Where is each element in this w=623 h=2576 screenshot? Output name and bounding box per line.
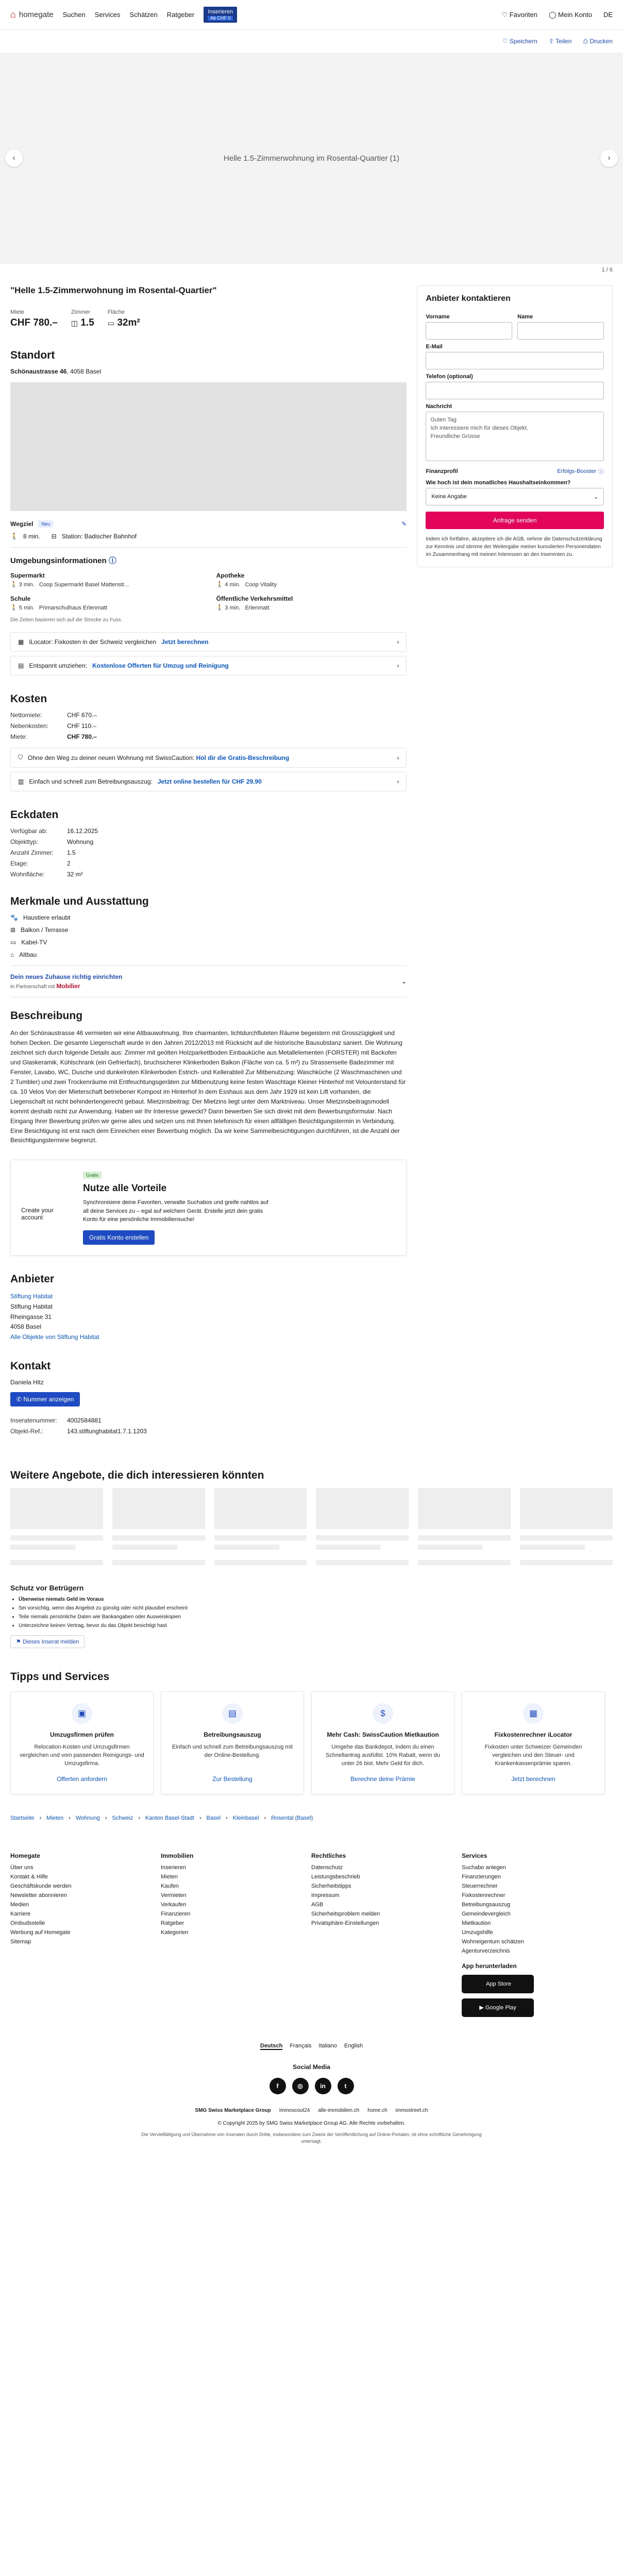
document-icon: ▥: [18, 778, 24, 785]
cost-row: Nettomiete: CHF 670.–: [10, 711, 97, 719]
listing-title: "Helle 1.5-Zimmerwohnung im Rosental-Quartier": [10, 285, 217, 295]
commute-detail: 🚶 8 min. ⊟ Station: Badischer Bahnhof: [10, 533, 137, 540]
play-icon: ▶: [479, 2005, 484, 2011]
social-heading: Social Media: [293, 2063, 330, 2071]
contact-row: Objekt-Ref.: 143.stiftunghabitat1.7.1.1203: [10, 1427, 147, 1435]
gallery-prev-icon[interactable]: ‹: [5, 149, 23, 167]
walk-icon: 🚶: [10, 605, 18, 611]
footer: [0, 1852, 623, 2017]
instagram-icon[interactable]: ◎: [292, 2078, 309, 2094]
breadcrumb: Startseite › Mieten › Wohnung › Schweiz › Kanton Basel-Stadt › Basel › Kleinbasel › Rosental (Basel): [10, 1815, 313, 1821]
image-gallery[interactable]: [0, 53, 623, 264]
chevron-right-icon: ›: [397, 638, 399, 646]
tv-icon: ▭: [10, 939, 16, 946]
tip-card: $ Mehr Cash: SwissCaution Mietkaution Umgehe das Bankdepot, indem du einen Schnellantrag ausfüllst. 10% Rabatt, wenn du unter 26 bist. Mehr Geld für dich. Berechne deine Prämie: [311, 1691, 454, 1794]
chevron-right-icon: ›: [397, 662, 399, 669]
listing-card-placeholder[interactable]: [214, 1488, 307, 1565]
detail-row: Verfügbar ab: 16.12.2025: [10, 827, 98, 835]
detail-row: Anzahl Zimmer: 1.5: [10, 849, 76, 856]
provider-link[interactable]: Stiftung Habitat: [10, 1292, 53, 1300]
send-request-button[interactable]: Anfrage senden: [426, 512, 604, 529]
all-objects-link[interactable]: Alle Objekte von Stiftung Habitat: [10, 1333, 99, 1341]
consent-text: Indem ich fortfahre, akzeptiere ich die AGB, nehme die Datenschutzerklärung zur Kenntnis und stimme der Weitergabe meiner kumulierten Personendaten im Zusammenhang mit meinen Interessen an den Inserenten zu.: [426, 536, 602, 557]
logo[interactable]: ⌂ homegate: [10, 9, 54, 20]
email-input[interactable]: [426, 352, 604, 369]
features-heading: Merkmale und Ausstattung: [10, 895, 149, 907]
poi-pharmacy: Apotheke 🚶 4 min. Coop Vitality: [216, 572, 277, 588]
description-text: An der Schönaustrasse 46 vermieten wir eine Altbauwohnung. Ihre charmanten, lichtdurchfluteten Räume begeistern mit Grosszügigkeit und hohen Decken. Die gesamte Liegenschaft wurde in den Jahren 2012/2013 mit Rücksicht auf die historische Bausubstanz saniert. Die Wohnung zeichnet sich durch folgende Details aus: Zimmer mit geölten Holzparkettboden Einbauküche aus Metallelementen (FORSTER) mit Backofen und Glaskeramik, Kühlschrank (ein Gefrierfach), bruchsicherer Klinkerboden Balkon (Fläche von ca. 5 m²) zu Strassenseite Badezimmer mit Fenster, Lavabo, WC, Dusche und dunkelroten Klinkerboden Estrich- und Kellerabteil Zur Mitbenutzung: Waschküche (2 Waschmaschinen und 2 Tumbler) und zwei Trockenräume mit Entfeuchtungsgeräten zur Mitbenutzung keine festen Waschtage Kleiner Hinterhof mit Velounterstand für ca. 10 Velos Von der Mieterschaft betriebener Kompost im Hinterhof In dem Esshaus aus dem Jahr 1929 ist kein Lift vorhanden, die Liegenschaft ist nicht behindertengerecht gebaut. Mietzinsbeitrag: Der Mietzins liegt unter dem Marktniveau. Unser Mietzinsbeitragsmodell kommt deshalb nicht zur Anwendung. Haben wir Ihr Interesse geweckt? Dann bewerben Sie sich direkt mit dem Bewerbungsformular. Nach Eingang Ihrer Bewerbung prüfen wir gerne alles und setzen uns mit Ihnen telefonisch für einen allfälligen Besichtigungstermin in Verbindung. Eine Besichtigung ist erst nach dem Einreichen einer Bewerbung möglich. Da wir keine Sammelbesichtigungen durchführen, ist die Anzahl der Besichtigungstermine begrenzt.: [10, 1029, 406, 1144]
facebook-icon[interactable]: f: [270, 2078, 286, 2094]
message-textarea[interactable]: Guten Tag Ich interessiere mich für dieses Objekt. Freundliche Grüsse: [426, 412, 604, 461]
copyright: © Copyright 2025 by SMG Swiss Marketplace Group AG. Alle Rechte vorbehalten.: [217, 2120, 406, 2126]
rooms-icon: ◫: [71, 319, 78, 327]
print-button[interactable]: ⎙ Drucken: [583, 37, 613, 45]
nav-schaetzen[interactable]: Schätzen: [129, 10, 158, 19]
chevron-right-icon: ›: [397, 754, 399, 761]
insert-button[interactable]: Inserieren Ab CHF 0: [204, 7, 237, 23]
commute-row: Wegziel Neu ✎: [10, 520, 407, 528]
gallery-counter: 1 / 6: [601, 267, 613, 273]
language-switch: Deutsch Français Italiano English: [260, 2042, 363, 2049]
shield-icon: ⛉: [18, 754, 23, 761]
contact-sidebar: [417, 276, 613, 1438]
calculator-icon: ▦: [18, 638, 24, 646]
surroundings-heading: Umgebungsinformationen ⓘ: [10, 556, 116, 565]
poi-transit: Öffentliche Verkehrsmittel 🚶 3 min. Erlenmatt: [216, 595, 293, 611]
similar-listings: [0, 1488, 623, 1565]
share-button[interactable]: ⇪ Teilen: [548, 38, 572, 45]
poi-supermarket: Supermarkt 🚶 3 min. Coop Supermarkt Basel Mattenstr...: [10, 572, 129, 588]
nav-suchen[interactable]: Suchen: [62, 10, 86, 19]
info-icon[interactable]: ⓘ: [108, 556, 116, 565]
provider-heading: Anbieter: [10, 1273, 55, 1285]
flag-icon: ⚑: [16, 1638, 21, 1645]
show-number-button[interactable]: ✆ Nummer anzeigen: [10, 1392, 80, 1406]
document-icon: ▤: [222, 1703, 243, 1724]
map[interactable]: [10, 382, 407, 511]
chevron-down-icon: ⌄: [593, 494, 598, 500]
walk-icon: 🚶: [216, 605, 224, 611]
truck-icon: ▤: [18, 662, 24, 669]
account-promo: Create your account Gratis Nutze alle Vorteile Synchronisiere deine Favoriten, verwalte Suchabos und greife nahtlos auf all deine Services zu – egal auf welchem Gerät. Erstelle jetzt dein gratis Konto für eine persönliche Immobiliensuche! Gratis Konto erstellen: [10, 1160, 407, 1256]
box-icon: ▣: [72, 1703, 92, 1724]
tips-cards: [0, 1691, 623, 1794]
top-header: [0, 0, 623, 30]
feature-item: ⊞ Balkon / Terrasse: [10, 926, 69, 934]
account-link[interactable]: ◯ Mein Konto: [549, 10, 592, 19]
moving-banner[interactable]: ▤ Entspannt umziehen: Kostenlose Offerten für Umzug und Reinigung ›: [10, 656, 407, 675]
twitter-icon[interactable]: t: [338, 2078, 354, 2094]
listing-card-placeholder[interactable]: [418, 1488, 511, 1565]
similar-heading: Weitere Angebote, die dich interessieren könnten: [10, 1469, 264, 1481]
contact-form: Anbieter kontaktieren Vorname Name E-Mail Telefon (optional) Nachricht Guten Tag Ich interessiere mich für dieses Objekt. Freundliche Grüsse Finanzprofil Erfolgs-Booster ⓘ Wie hoch ist dein monatliches Haushaltseinkommen? Keine Angabe ⌄ Anfrage senden Indem ich fortfahre, akzeptiere ich die AGB, nehme die Datenschutzerklärung zur Kenntnis und stimme der Weitergabe meiner kumulierten Personendaten im Zusammenhang mit meinen Interessen an den Inserenten zu.: [417, 285, 613, 567]
create-account-button[interactable]: Gratis Konto erstellen: [83, 1230, 155, 1245]
listing-card-placeholder[interactable]: [10, 1488, 103, 1565]
phone-input[interactable]: [426, 382, 604, 399]
lastname-input[interactable]: [517, 322, 604, 340]
chevron-right-icon: ›: [397, 778, 399, 785]
cost-row: Nebenkosten: CHF 110.–: [10, 722, 97, 730]
nav-ratgeber[interactable]: Ratgeber: [166, 10, 195, 19]
tip-card: ▣ Umzugsfirmen prüfen Relocation-Kosten und Umzugsfirmen vergleichen und vom passenden Reinigungs- und Umzugsfirma. Offerten anfordern: [10, 1691, 154, 1794]
paw-icon: 🐾: [10, 914, 18, 921]
main-content: [10, 276, 407, 1438]
detail-row: Wohnfläche: 32 m²: [10, 871, 83, 878]
mobilier-logo: Mobilier: [56, 982, 80, 990]
save-button[interactable]: ♡ Speichern: [502, 38, 537, 45]
key-facts: [10, 309, 407, 329]
poi-school: Schule 🚶 5 min. Primarschulhaus Erlenmatt: [10, 595, 107, 611]
surroundings-grid: [10, 572, 407, 611]
gallery-next-icon[interactable]: ›: [600, 149, 618, 167]
description-heading: Beschreibung: [10, 1010, 83, 1022]
phone-icon: ✆: [16, 1395, 22, 1403]
costs-heading: Kosten: [10, 693, 47, 705]
detail-row: Objekttyp: Wohnung: [10, 838, 94, 845]
footer-col: Rechtliches Datenschutz Leistungsbeschrieb Sicherheitstipps Impressum AGB Sicherheitsproblem melden Privatsphäre-Einstellungen: [311, 1852, 380, 1926]
contact-heading: Kontakt: [10, 1360, 51, 1372]
footer-col: Services Suchabo anlegen Finanzierungen Steuerrechner Fixkostenrechner Betreibungsauszug Gemeindevergleich Mietkaution Umzugshilfe Wohneigentum schätzen Agenturverzeichnis App herunterladen App Store ▶ Google Play: [462, 1852, 612, 2017]
linkedin-icon[interactable]: in: [315, 2078, 331, 2094]
location-heading: Standort: [10, 349, 55, 361]
contact-name: Daniela Hitz: [10, 1378, 44, 1386]
furnish-section[interactable]: Dein neues Zuhause richtig einrichten In Partnerschaft mit Mobilier ⌄: [10, 973, 407, 990]
swisscaution-banner[interactable]: ⛉ Ohne den Weg zu deiner neuen Wohnung mit SwissCaution: Hol dir die Gratis-Beschreibung ›: [10, 748, 407, 768]
footer-col: Immobilien Inserieren Mieten Kaufen Vermieten Verkaufen Finanzieren Ratgeber Kategorien: [161, 1852, 194, 1936]
detail-row: Etage: 2: [10, 860, 71, 867]
walk-icon: 🚶: [10, 533, 18, 540]
feature-item: ⌂ Altbau: [10, 951, 37, 958]
feature-item: ▭ Kabel-TV: [10, 939, 47, 946]
fraud-section: Schutz vor Betrügern • Überweise niemals Geld im Voraus • Sei vorsichtig, wenn das Angebot zu günstig oder nicht plausibel erscheint • Teile niemals persönliche Daten wie Bankangaben oder Ausweiskopien • Unterzeichne keinen Vertrag, bevor du das Objekt besichtigt hast ⚑ Dieses Inserat melden: [0, 1584, 623, 1648]
finance-profile: Finanzprofil Erfolgs-Booster ⓘ: [426, 468, 604, 475]
nav-services[interactable]: Services: [94, 10, 121, 19]
income-select[interactable]: Keine Angabe ⌄: [426, 488, 604, 505]
betreibung-banner[interactable]: ▥ Einfach und schnell zum Betreibungsauszug: Jetzt online bestellen für CHF 29.90 ›: [10, 772, 407, 791]
fact-rooms: Zimmer ◫ 1.5: [71, 309, 94, 328]
cost-row: Miete: CHF 780.–: [10, 733, 97, 740]
listing-card-placeholder[interactable]: [112, 1488, 205, 1565]
gallery-caption: Helle 1.5-Zimmerwohnung im Rosental-Quartier (1): [224, 154, 399, 163]
provider-info: Stiftung Habitat Stiftung Habitat Rheingasse 31 4058 Basel Alle Objekte von Stiftung Habitat: [10, 1292, 99, 1341]
favorites-link[interactable]: ♡ Favoriten: [501, 10, 537, 19]
building-icon: ⌂: [10, 951, 14, 958]
balcony-icon: ⊞: [10, 926, 16, 934]
main-nav: [63, 7, 238, 23]
ilocator-banner[interactable]: ▦ iLocator: Fixkosten in der Schweiz vergleichen Jetzt berechnen ›: [10, 632, 407, 652]
fact-rent: Miete CHF 780.–: [10, 309, 58, 328]
report-listing-button[interactable]: ⚑ Dieses Inserat melden: [10, 1635, 85, 1648]
info-icon[interactable]: ⓘ: [598, 469, 604, 475]
address: Schönaustrasse 46, 4058 Basel: [10, 368, 102, 375]
listing-card-placeholder[interactable]: [520, 1488, 613, 1565]
footer-col: Homegate Über uns Kontakt & Hilfe Geschäftskunde werden Newsletter abonnieren Medien Karriere Ombudsstelle Werbung auf Homegate Sitemap: [10, 1852, 72, 1945]
social-links: [0, 2078, 623, 2094]
walk-icon: 🚶: [10, 582, 18, 588]
feature-item: 🐾 Haustiere erlaubt: [10, 914, 71, 921]
details-heading: Eckdaten: [10, 809, 59, 821]
language-select[interactable]: DE: [603, 11, 613, 19]
home-logo-icon: ⌂: [10, 9, 16, 20]
header-right: [502, 11, 613, 19]
train-icon: ⊟: [51, 533, 57, 540]
legal-note: Die Vervielfältigung und Übernahme von Inseraten durch Dritte, insbesondere zum Zweck der Veröffentlichung auf Online-Portalen, ist ohne schriftliche Genehmigung untersagt.: [141, 2131, 482, 2144]
walk-icon: 🚶: [216, 582, 224, 588]
contact-row: Inseratenummer: 4002584881: [10, 1416, 102, 1424]
surroundings-note: Die Zeiten basieren sich auf die Strecke zu Fuss.: [10, 617, 123, 623]
money-icon: $: [373, 1703, 393, 1724]
google-play-button[interactable]: ▶ Google Play: [462, 1998, 534, 2017]
calculator-icon: ▦: [523, 1703, 544, 1724]
tip-card: ▤ Betreibungsauszug Einfach und schnell zum Betreibungsauszug mit der Online-Bestellung. Zur Bestellung: [161, 1691, 304, 1794]
tips-heading: Tipps und Services: [10, 1670, 110, 1683]
chevron-down-icon: ⌄: [401, 977, 407, 985]
app-store-button[interactable]: App Store: [462, 1975, 534, 1993]
listing-card-placeholder[interactable]: [316, 1488, 409, 1565]
action-bar: [0, 30, 623, 53]
edit-icon[interactable]: ✎: [401, 520, 407, 528]
area-icon: ▭: [107, 319, 115, 327]
tip-card: ▦ Fixkostenrechner iLocator Fixkosten unter Schweizer Gemeinden vergleichen und den Steuer- und Krankenkassenprämie sparen. Jetzt berechnen: [462, 1691, 605, 1794]
group-sites: SMG Swiss Marketplace Group immoscout24 alle-immobilien.ch home.ch immostreet.ch: [195, 2107, 428, 2113]
fact-area: Fläche ▭ 32m²: [107, 309, 140, 328]
firstname-input[interactable]: [426, 322, 512, 340]
